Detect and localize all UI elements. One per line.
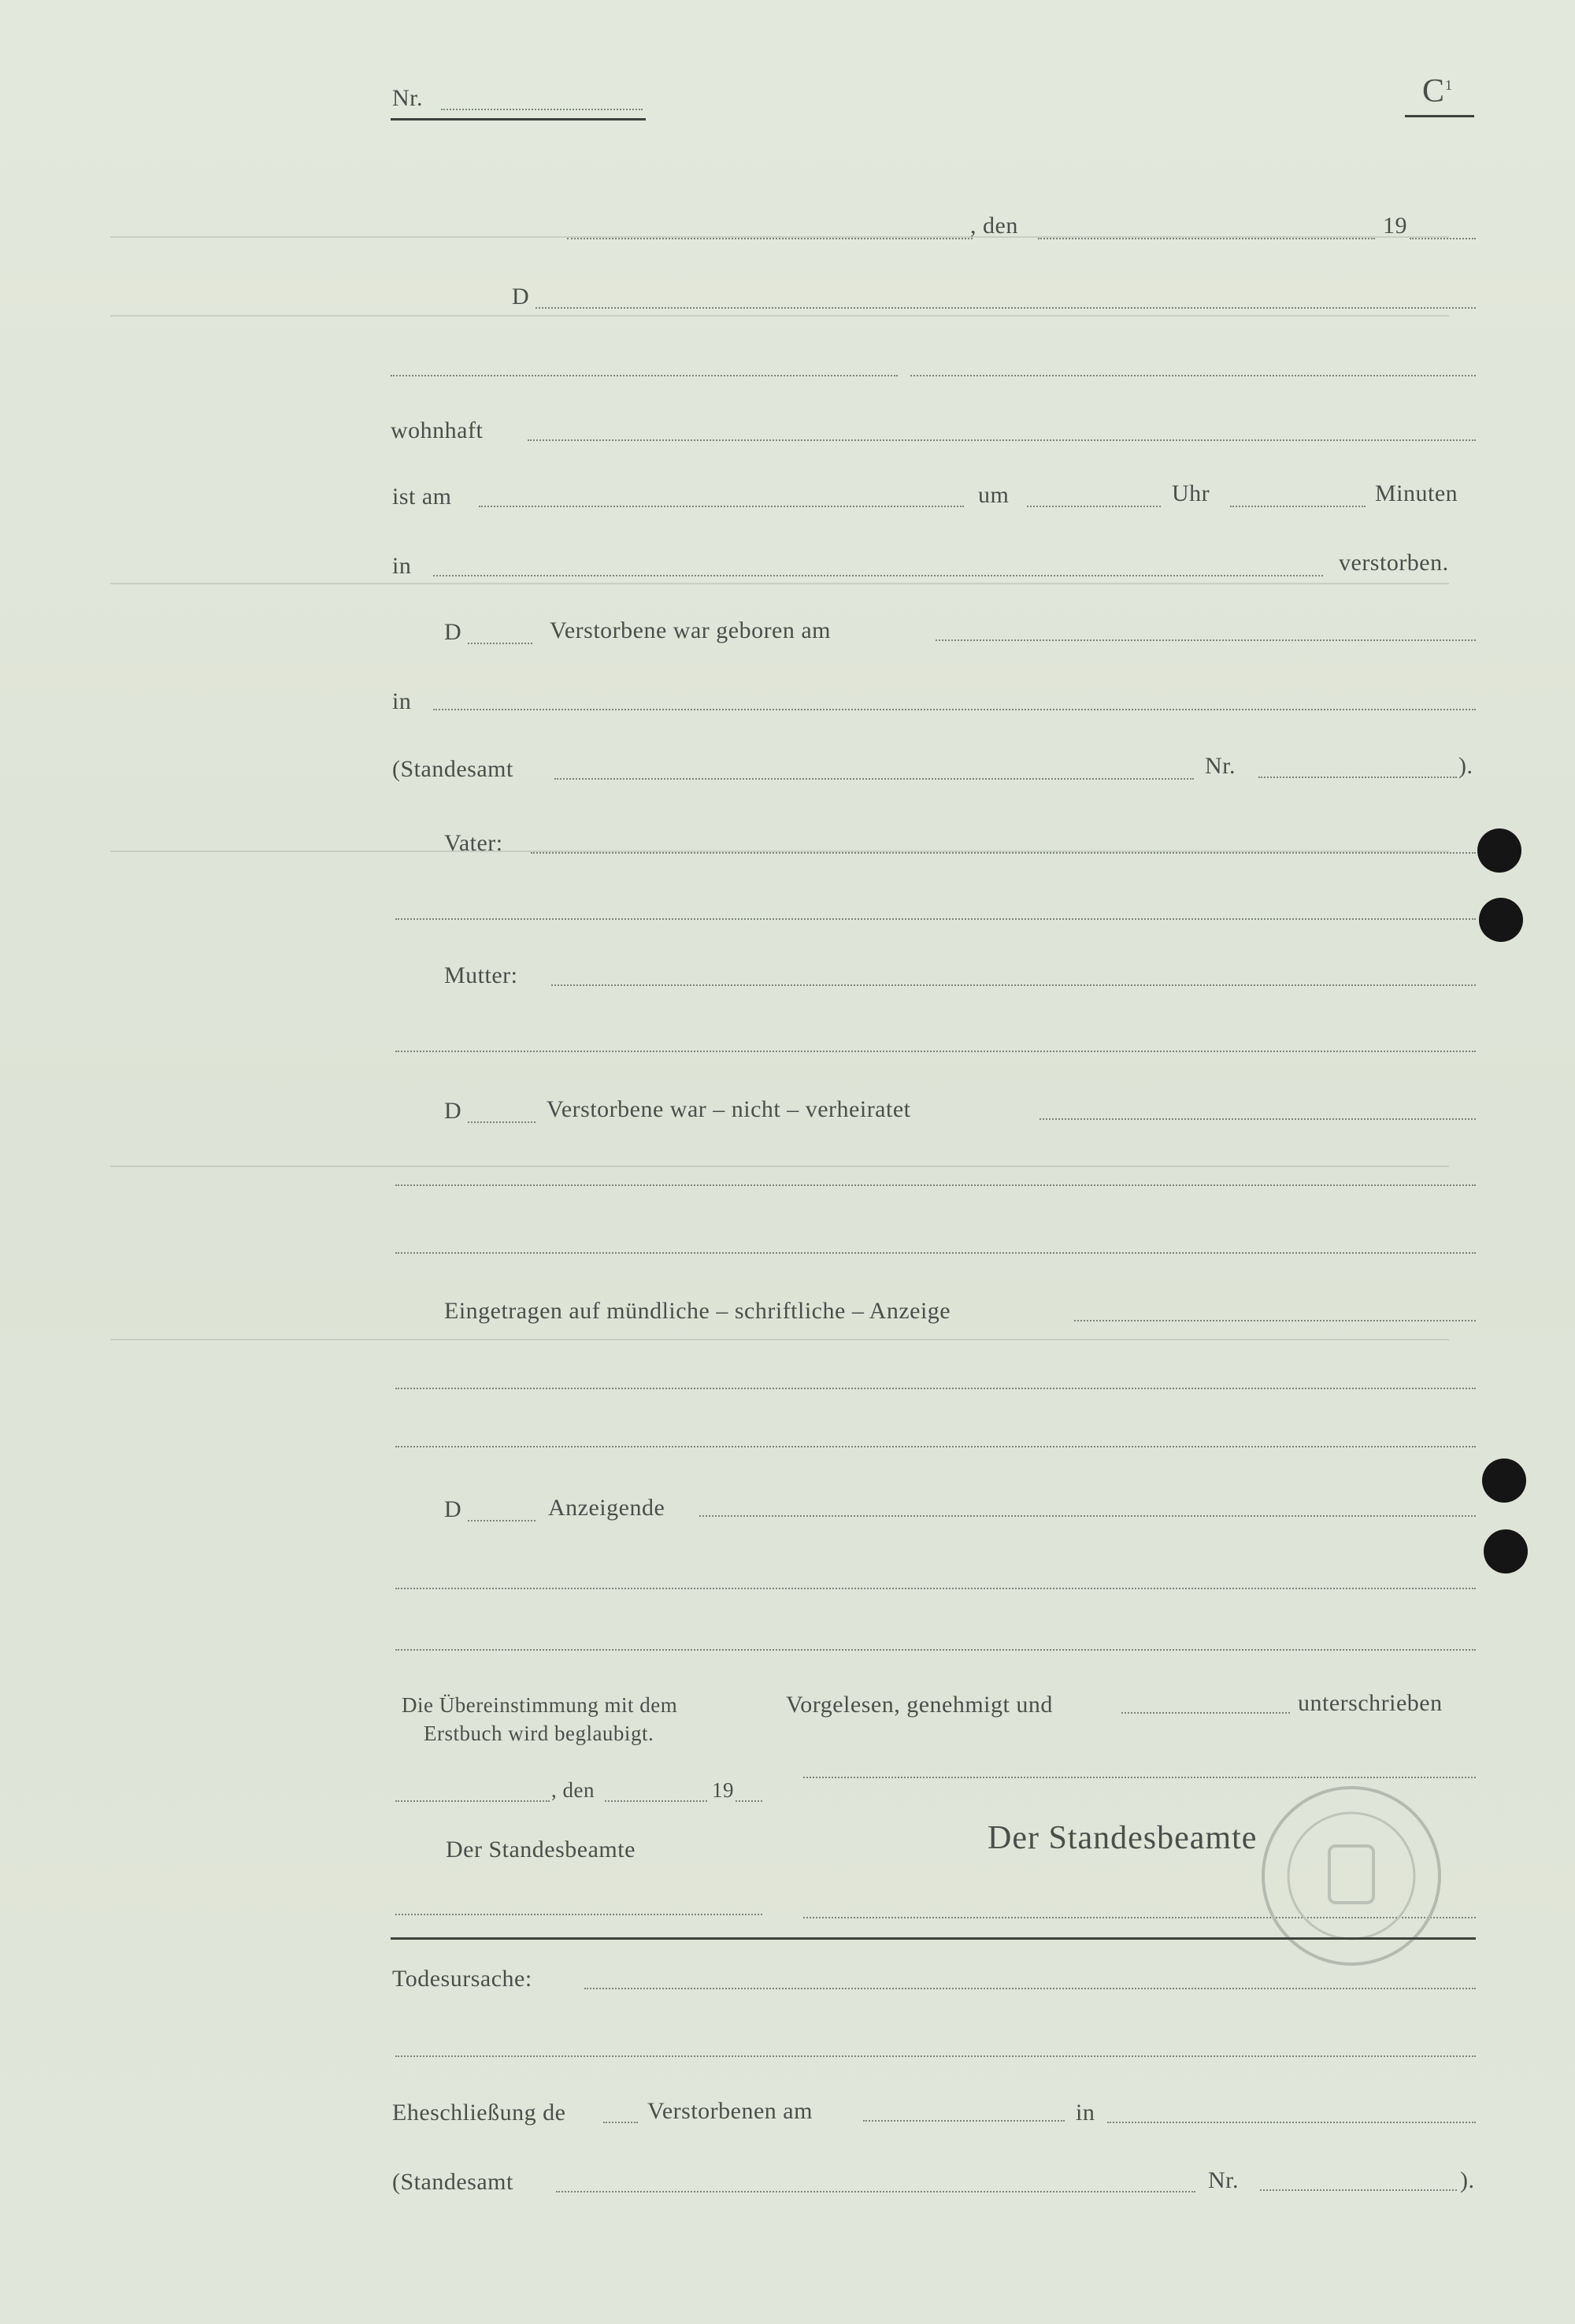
marriage-nr-field[interactable]: [1260, 2189, 1457, 2191]
mother-label: Mutter:: [444, 962, 518, 988]
marriage-label: Verstorbenen am: [647, 2098, 813, 2124]
death-minute-field[interactable]: [1230, 506, 1366, 507]
marital-field-3[interactable]: [395, 1252, 1476, 1254]
marriage-standesamt-label: (Standesamt: [392, 2169, 513, 2195]
death-date-label: ist am: [392, 484, 452, 510]
marriage-date-field[interactable]: [863, 2120, 1065, 2122]
resident-field[interactable]: [528, 439, 1476, 441]
father-field-2[interactable]: [395, 918, 1476, 920]
place-field[interactable]: [567, 238, 973, 239]
form-code-underline: [1405, 115, 1474, 117]
form-code: $C^1$: [1422, 73, 1454, 109]
date-den-label: , den: [970, 213, 1018, 239]
marriage-close: ).: [1460, 2167, 1475, 2193]
person-prefix: D: [512, 284, 530, 309]
cause-field[interactable]: [584, 1988, 1476, 1989]
death-uhr-label: Uhr: [1172, 480, 1210, 506]
informant-gender-field[interactable]: [468, 1520, 536, 1522]
person-extra-field-2[interactable]: [910, 375, 1476, 376]
certification-line-2: Erstbuch wird beglaubigt.: [424, 1722, 654, 1745]
father-field[interactable]: [531, 852, 1476, 854]
reading-signature-field[interactable]: [803, 1777, 1476, 1778]
nr-underline: [391, 118, 646, 120]
reading-field[interactable]: [1121, 1712, 1290, 1714]
marital-prefix: D: [444, 1098, 462, 1124]
birth-prefix: D: [444, 619, 462, 645]
certification-year-label: 19: [712, 1778, 734, 1802]
reading-prefix: Vorgelesen, genehmigt und: [786, 1692, 1053, 1718]
informant-field-2[interactable]: [395, 1588, 1476, 1589]
certification-den-label: , den: [551, 1778, 595, 1802]
section-separator: [391, 1937, 1476, 1940]
marriage-standesamt-field[interactable]: [556, 2191, 1195, 2192]
punch-hole-1: [1477, 828, 1521, 873]
father-label: Vater:: [444, 830, 503, 856]
person-extra-field-1[interactable]: [391, 375, 898, 376]
punch-hole-4: [1484, 1529, 1528, 1573]
reading-official: Der Standesbeamte: [988, 1820, 1258, 1856]
birth-label: Verstorbene war geboren am: [550, 617, 832, 643]
informant-field[interactable]: [699, 1515, 1476, 1517]
birth-standesamt-field[interactable]: [554, 778, 1194, 780]
year-field[interactable]: [1410, 238, 1476, 239]
informant-label: Anzeigende: [548, 1495, 665, 1521]
resident-label: wohnhaft: [391, 417, 484, 443]
cause-field-2[interactable]: [395, 2055, 1476, 2057]
death-hour-field[interactable]: [1027, 506, 1161, 507]
date-field[interactable]: [1038, 238, 1375, 239]
informant-field-3[interactable]: [395, 1649, 1476, 1651]
birth-nr-label: Nr.: [1205, 753, 1236, 779]
registration-field-3[interactable]: [395, 1446, 1476, 1447]
birth-nr-field[interactable]: [1258, 777, 1457, 778]
marital-label: Verstorbene war – nicht – verheiratet: [547, 1096, 911, 1122]
registration-field-2[interactable]: [395, 1388, 1476, 1389]
birth-place-field[interactable]: [433, 709, 1476, 710]
registration-label: Eingetragen auf mündliche – schriftliche – Anzeige: [444, 1298, 951, 1324]
date-year-label: 19: [1383, 213, 1407, 239]
birth-close: ).: [1458, 753, 1473, 779]
death-date-field[interactable]: [479, 506, 964, 507]
mother-field[interactable]: [551, 984, 1476, 986]
birth-gender-field[interactable]: [468, 643, 532, 644]
death-um-label: um: [978, 482, 1010, 508]
informant-prefix: D: [444, 1496, 462, 1522]
marriage-nr-label: Nr.: [1208, 2167, 1239, 2193]
punch-hole-3: [1482, 1459, 1526, 1503]
mother-field-2[interactable]: [395, 1051, 1476, 1052]
certification-year-field[interactable]: [736, 1800, 762, 1802]
marital-field[interactable]: [1040, 1118, 1476, 1120]
marriage-prefix: Eheschließung de: [392, 2100, 566, 2126]
nr-label: Nr.: [392, 85, 423, 111]
birth-standesamt-label: (Standesamt: [392, 756, 513, 782]
birth-date-field[interactable]: [936, 639, 1476, 641]
seal-stamp: [1257, 1781, 1446, 1970]
nr-field[interactable]: [441, 109, 643, 110]
person-name-field[interactable]: [536, 307, 1476, 309]
registration-field[interactable]: [1074, 1320, 1476, 1321]
certification-official: Der Standesbeamte: [446, 1837, 636, 1863]
marital-field-2[interactable]: [395, 1184, 1476, 1186]
death-minuten-label: Minuten: [1375, 480, 1458, 506]
certification-line-1: Die Übereinstimmung mit dem: [402, 1693, 678, 1717]
certification-date-field[interactable]: [605, 1800, 707, 1802]
certification-place-field[interactable]: [395, 1800, 550, 1802]
birth-place-label: in: [392, 688, 412, 714]
marriage-place-field[interactable]: [1107, 2122, 1476, 2123]
punch-hole-2: [1479, 898, 1523, 942]
certification-signature-field[interactable]: [395, 1914, 762, 1915]
cause-label: Todesursache:: [392, 1966, 532, 1992]
death-place-field[interactable]: [433, 575, 1323, 576]
death-place-label: in: [392, 553, 412, 579]
marital-gender-field[interactable]: [468, 1121, 536, 1123]
marriage-gender-field[interactable]: [603, 2122, 638, 2123]
reading-suffix: unterschrieben: [1298, 1690, 1443, 1716]
marriage-in-label: in: [1076, 2100, 1095, 2126]
death-verstorben-label: verstorben.: [1339, 550, 1449, 576]
